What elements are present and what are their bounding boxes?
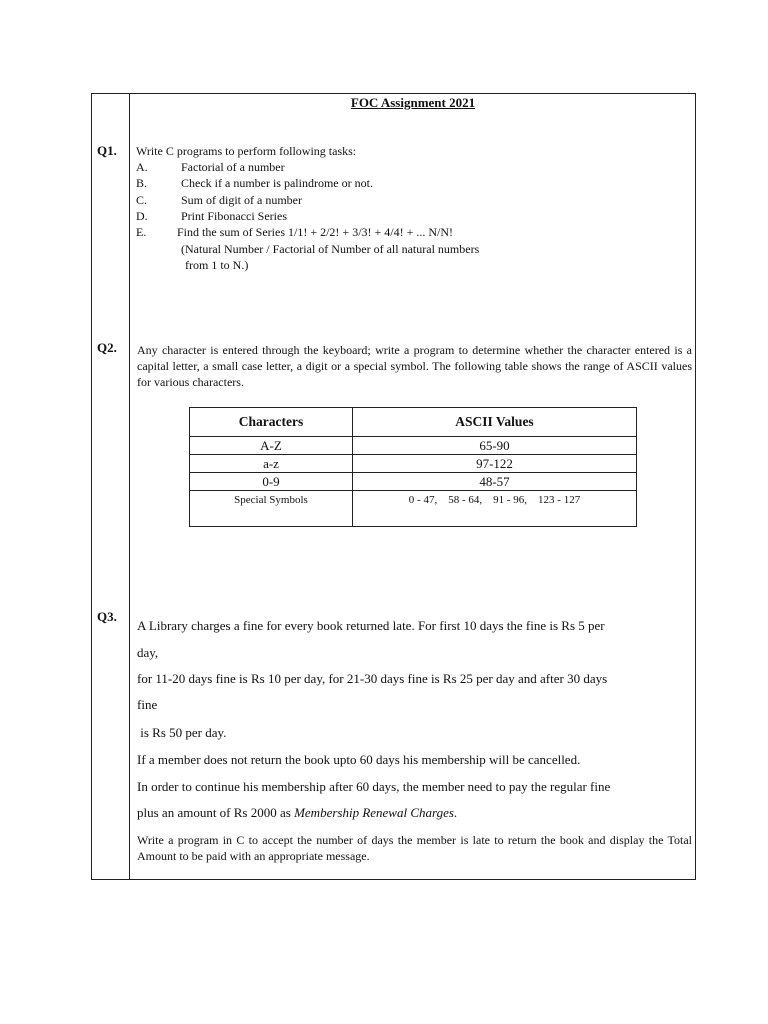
table-cell-characters: 0-9: [190, 473, 353, 491]
q3-line-8-prefix: plus an amount of Rs 2000 as: [137, 805, 295, 820]
table-cell-characters: a-z: [190, 455, 353, 473]
q1-option-e-text: Find the sum of Series 1/1! + 2/2! + 3/3! + 4/4! + ... N/N!: [177, 225, 454, 239]
q3-line-4: fine: [137, 697, 158, 712]
table-cell-ascii: 65-90: [353, 437, 637, 455]
q3-line-5: is Rs 50 per day.: [137, 725, 227, 740]
column-divider: [129, 93, 130, 880]
table-cell-ascii: 0 - 47, 58 - 64, 91 - 96, 123 - 127: [353, 491, 637, 527]
table-row: [190, 491, 637, 527]
q3-line-1: A Library charges a fine for every book returned late. For first 10 days the fine is Rs 5 per: [137, 618, 605, 633]
q3-line-8: [137, 805, 457, 821]
table-row: [190, 437, 637, 455]
q3-line-2: day,: [137, 645, 159, 660]
q3-line-7: In order to continue his membership after 60 days, the member need to pay the regular fine: [137, 779, 611, 794]
q1-option-c-text: Sum of digit of a number: [181, 193, 302, 207]
q1-option-a-text: Factorial of a number: [181, 160, 285, 174]
table-cell-characters: A-Z: [190, 437, 353, 455]
table-row: [190, 455, 637, 473]
table-header-row: [190, 408, 637, 437]
table-row: [190, 473, 637, 491]
membership-renewal-charges-emphasis: Membership Renewal Charges: [294, 805, 454, 820]
ascii-values-table: [189, 407, 637, 527]
table-cell-ascii: 48-57: [353, 473, 637, 491]
q1-option-b-letter: B.: [136, 176, 148, 190]
q3-line-6: If a member does not return the book upto 60 days his membership will be cancelled.: [137, 752, 581, 767]
q2-label: Q2.: [97, 340, 117, 355]
q1-option-a-letter: A.: [136, 160, 148, 174]
table-cell-ascii: 97-122: [353, 455, 637, 473]
q3-line-8-suffix: .: [453, 805, 458, 820]
q1-option-e-letter: E.: [136, 225, 147, 239]
q3-line-3: for 11-20 days fine is Rs 10 per day, for 21-30 days fine is Rs 25 per day and after 30 days: [137, 671, 608, 686]
page-title: FOC Assignment 2021: [350, 95, 476, 110]
q2-question-text: Any character is entered through the keyboard; write a program to determine whether the character entered is a capital letter, a small case letter, a digit or a special symbol. The following table shows the range of ASCII values for various characters.: [137, 343, 692, 389]
q1-intro: Write C programs to perform following tasks:: [136, 144, 357, 158]
q1-note-line-2: from 1 to N.): [185, 258, 249, 272]
q1-note-line-1: (Natural Number / Factorial of Number of all natural numbers: [181, 242, 480, 256]
table-cell-characters: Special Symbols: [190, 491, 353, 527]
table-header-characters: Characters: [190, 408, 353, 437]
q1-option-c-letter: C.: [136, 193, 148, 207]
q1-option-d-letter: D.: [136, 209, 148, 223]
q3-label: Q3.: [97, 609, 117, 624]
table-header-ascii-values: ASCII Values: [353, 408, 637, 437]
q1-option-b-text: Check if a number is palindrome or not.: [181, 176, 373, 190]
q1-option-d-text: Print Fibonacci Series: [181, 209, 287, 223]
q3-closing-text: Write a program in C to accept the number of days the member is late to return the book and display the Total Amount to be paid with an appropriate message.: [137, 833, 692, 863]
q1-label: Q1.: [97, 143, 117, 158]
